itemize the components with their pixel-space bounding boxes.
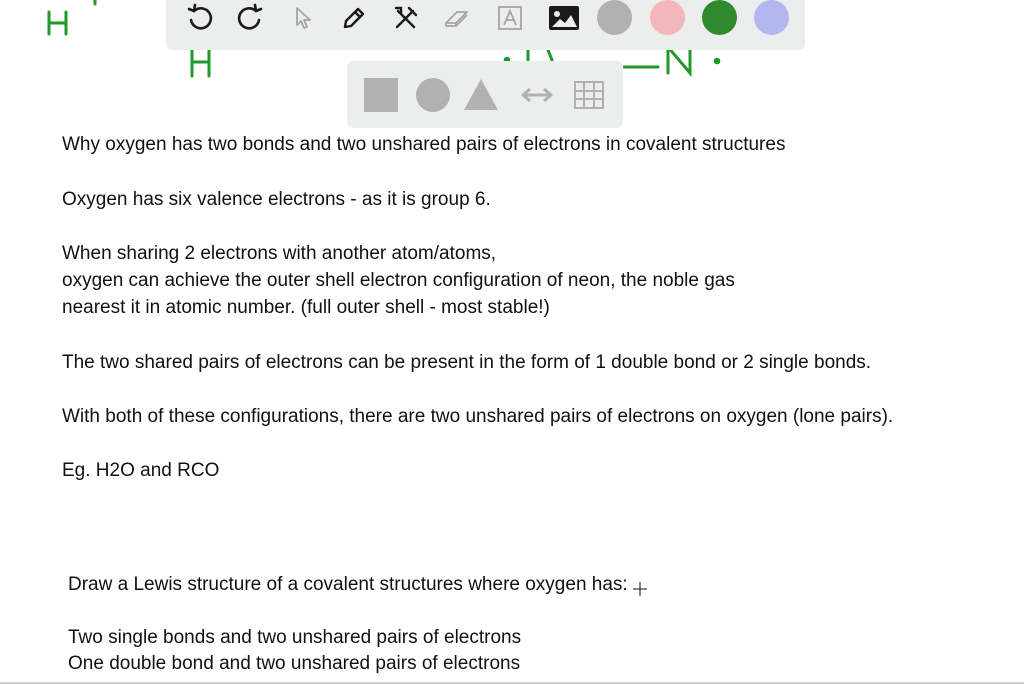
grid-table-icon[interactable] [571,77,607,113]
text-box-icon[interactable] [490,0,530,36]
crosshair-cursor-icon [633,582,647,596]
shape-toolbar [347,61,623,128]
task-item: Two single bonds and two unshared pairs of electrons [68,627,522,648]
drawing-toolbar [166,0,805,50]
square-shape-icon[interactable] [363,77,399,113]
triangle-shape-icon[interactable] [463,77,499,113]
lavender-swatch[interactable] [754,0,789,35]
eraser-icon[interactable] [437,0,477,36]
note-line: nearest it in atomic number. (full outer shell - most stable!) [62,297,550,318]
pointer-icon[interactable] [283,0,323,36]
note-heading: Why oxygen has two bonds and two unshared pairs of electrons in covalent structures [62,134,786,155]
double-arrow-icon[interactable] [519,77,555,113]
note-line: The two shared pairs of electrons can be present in the form of 1 double bond or 2 single bonds. [62,352,872,373]
pink-swatch[interactable] [650,0,685,35]
note-line: oxygen can achieve the outer shell electron configuration of neon, the noble gas [62,270,735,291]
note-line: Eg. H2O and RCO [62,460,220,481]
undo-icon[interactable] [180,0,220,36]
note-line: Oxygen has six valence electrons - as it is group 6. [62,189,491,210]
redo-icon[interactable] [230,0,270,36]
image-icon[interactable] [544,0,584,36]
note-line: When sharing 2 electrons with another atom/atoms, [62,243,497,264]
circle-shape-icon[interactable] [415,77,451,113]
task-prompt: Draw a Lewis structure of a covalent structures where oxygen has: [68,574,628,595]
note-line: With both of these configurations, there are two unshared pairs of electrons on oxygen (lone pairs). [62,406,894,427]
green-swatch[interactable] [702,0,737,35]
task-item: One double bond and two unshared pairs of electrons [68,653,521,674]
gray-swatch[interactable] [597,0,632,35]
tools-icon[interactable] [386,0,426,36]
pencil-icon[interactable] [334,0,374,36]
